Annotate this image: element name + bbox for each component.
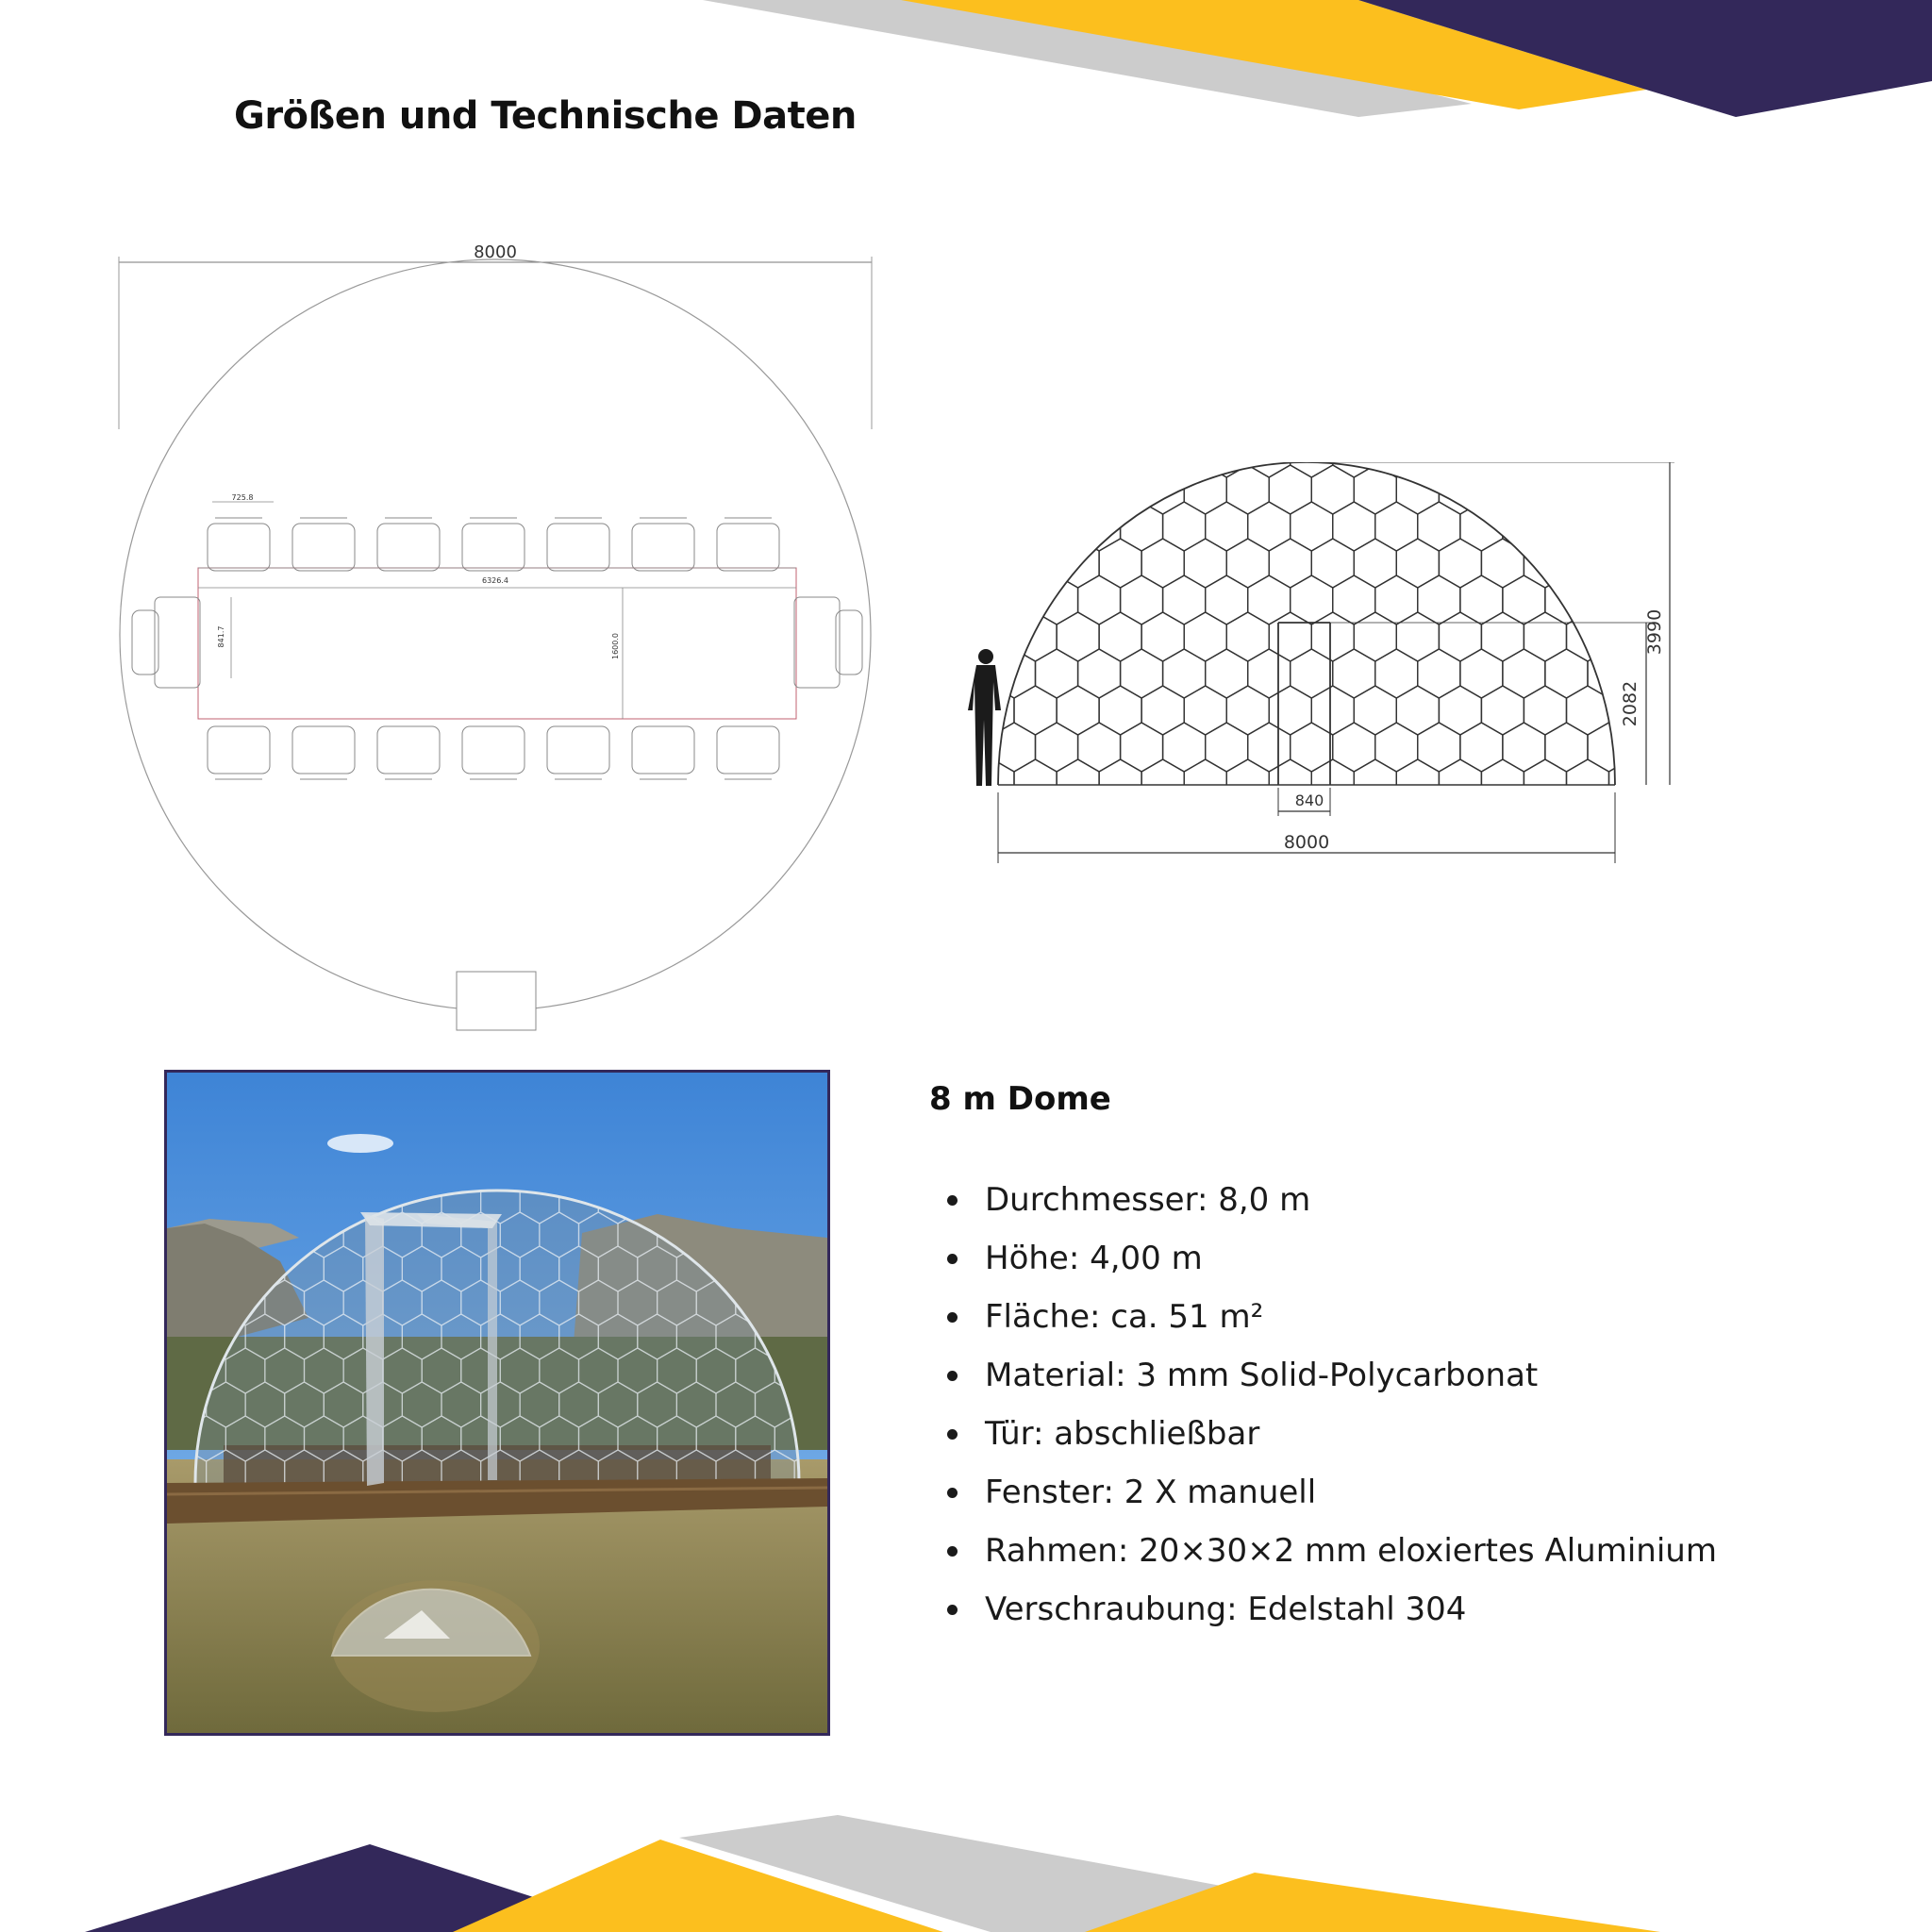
hex-panel <box>1652 465 1694 514</box>
hex-panel <box>1354 686 1396 735</box>
hex-panel <box>1375 462 1418 477</box>
hex-panel <box>953 759 972 808</box>
hex-panel <box>1567 539 1609 588</box>
hex-panel <box>1141 465 1184 514</box>
hex-panel <box>1163 502 1206 551</box>
chair <box>547 524 609 571</box>
hex-panel <box>1014 465 1057 514</box>
hex-panel <box>1694 612 1707 661</box>
hex-panel <box>1481 686 1524 735</box>
hex-panel <box>1375 649 1418 698</box>
hex-panel <box>1418 723 1460 772</box>
hex-panel <box>1588 462 1630 477</box>
hex-panel <box>1354 539 1396 588</box>
hex-panel <box>1652 539 1694 588</box>
hex-panel <box>1503 723 1545 772</box>
hex-panel <box>1354 759 1396 808</box>
hex-panel <box>993 575 1036 625</box>
hex-panel <box>1291 575 1333 625</box>
hex-panel <box>1311 612 1354 661</box>
hex-panel <box>1291 649 1333 698</box>
dome-photo <box>164 1070 830 1736</box>
hex-panel <box>1057 686 1099 735</box>
hex-panel <box>1396 759 1439 808</box>
chair <box>208 524 270 571</box>
spec-item: Tür: abschließbar <box>929 1413 1717 1472</box>
hex-panel <box>1014 539 1057 588</box>
hex-panel <box>1248 649 1291 698</box>
hex-panel <box>1226 686 1269 735</box>
hex-panel <box>953 575 993 625</box>
chair-width-label: 725.8 <box>231 493 254 502</box>
hex-panel <box>1036 462 1078 477</box>
hex-panel <box>1524 686 1566 735</box>
hex-panel <box>1588 502 1630 551</box>
hex-panel <box>1057 539 1099 588</box>
hex-panel <box>1248 502 1291 551</box>
hex-panel <box>1481 759 1524 808</box>
hex-panel <box>1354 465 1396 514</box>
hex-panel <box>972 612 1014 661</box>
hex-panel <box>953 539 972 588</box>
chair-left-end <box>132 597 200 688</box>
hex-panel <box>1163 723 1206 772</box>
hex-panel <box>1439 539 1481 588</box>
chair <box>377 726 440 774</box>
hex-panel <box>1460 575 1503 625</box>
diameter-label: 8000 <box>474 242 517 262</box>
hex-panel <box>1014 686 1057 735</box>
hex-panel <box>1269 465 1311 514</box>
hex-panel <box>1609 539 1652 588</box>
spec-item: Fenster: 2 X manuell <box>929 1472 1717 1530</box>
hex-panel <box>1588 723 1630 772</box>
spec-item: Rahmen: 20×30×2 mm eloxiertes Aluminium <box>929 1530 1717 1589</box>
hex-panel <box>953 465 972 514</box>
hex-panel <box>1121 649 1163 698</box>
hex-panel <box>1694 759 1707 808</box>
hex-panel <box>1630 723 1673 772</box>
hex-panel <box>1396 539 1439 588</box>
hex-panel <box>1418 649 1460 698</box>
hex-panel <box>1184 686 1226 735</box>
spec-item: Höhe: 4,00 m <box>929 1238 1717 1296</box>
floor-plan-drawing <box>113 241 887 1033</box>
hex-panel <box>1248 575 1291 625</box>
hex-panel <box>953 612 972 661</box>
hex-panel <box>1099 539 1141 588</box>
hex-panel <box>1141 539 1184 588</box>
hex-panel <box>1121 502 1163 551</box>
chair-right-end <box>794 597 862 688</box>
hex-panel <box>1481 612 1524 661</box>
dome-photo-illustration <box>167 1073 827 1733</box>
chair <box>632 524 694 571</box>
hex-panel <box>1226 612 1269 661</box>
hex-panel <box>1524 612 1566 661</box>
hex-panel <box>1481 465 1524 514</box>
chair <box>717 726 779 774</box>
hex-panel <box>1439 465 1481 514</box>
hex-panel <box>1269 539 1311 588</box>
hex-panel <box>1057 465 1099 514</box>
hex-panel <box>1206 649 1248 698</box>
hex-panel <box>1099 759 1141 808</box>
hex-panel <box>1206 502 1248 551</box>
chair-row-top <box>208 518 779 571</box>
table-depth-label: 1600.0 <box>611 633 620 659</box>
hex-panel <box>1099 612 1141 661</box>
hex-panel <box>1291 723 1333 772</box>
hex-panel <box>1545 502 1588 551</box>
hex-panel <box>1503 502 1545 551</box>
hex-panel <box>1439 686 1481 735</box>
hex-panel <box>1545 575 1588 625</box>
chair <box>547 726 609 774</box>
hex-panel <box>1630 502 1673 551</box>
chair <box>717 524 779 571</box>
table-length-label: 6326.4 <box>482 576 508 585</box>
hex-panel <box>1503 575 1545 625</box>
hex-panel <box>1567 465 1609 514</box>
chair <box>632 726 694 774</box>
hex-panel <box>1673 723 1707 772</box>
hex-panel <box>1184 612 1226 661</box>
person-silhouette <box>968 649 1001 786</box>
hex-panel <box>1099 465 1141 514</box>
hex-panel <box>1141 686 1184 735</box>
hex-panel <box>1036 649 1078 698</box>
hex-panel <box>1226 539 1269 588</box>
hex-panel <box>1078 575 1121 625</box>
hex-panel <box>1545 649 1588 698</box>
hex-panel <box>1375 502 1418 551</box>
hex-panel <box>1121 575 1163 625</box>
hex-panel <box>1206 723 1248 772</box>
hex-panel <box>1036 502 1078 551</box>
hex-panel <box>1673 575 1707 625</box>
hex-panel <box>1269 612 1311 661</box>
hex-panel <box>1269 686 1311 735</box>
hex-panel <box>1694 686 1707 735</box>
elevation-width-label: 8000 <box>1283 832 1330 853</box>
hex-panel <box>1078 502 1121 551</box>
hex-panel <box>1078 649 1121 698</box>
hex-panel <box>1439 612 1481 661</box>
hex-panel <box>1673 462 1707 477</box>
hex-panel <box>1057 612 1099 661</box>
hex-panel <box>1014 759 1057 808</box>
chair <box>208 726 270 774</box>
hex-panel <box>1333 502 1375 551</box>
door-height-label: 2082 <box>1620 680 1641 727</box>
hex-panel <box>1481 539 1524 588</box>
hex-panel <box>1163 575 1206 625</box>
hex-panel <box>1248 723 1291 772</box>
chair <box>462 524 525 571</box>
hex-panel <box>1333 575 1375 625</box>
hex-panel <box>1545 723 1588 772</box>
hex-panel <box>1163 649 1206 698</box>
hex-panel <box>1121 723 1163 772</box>
hex-panel <box>1567 759 1609 808</box>
hex-panel <box>1418 462 1460 477</box>
hex-panel <box>1588 575 1630 625</box>
hex-panel <box>1184 539 1226 588</box>
door-width-label: 840 <box>1294 791 1324 809</box>
hex-panel <box>953 502 993 551</box>
hex-panel <box>1333 723 1375 772</box>
hex-panel <box>1163 462 1206 477</box>
hex-panel <box>1078 723 1121 772</box>
hex-panel <box>1099 686 1141 735</box>
hex-panel <box>972 539 1014 588</box>
hex-panel <box>1524 465 1566 514</box>
hex-panel <box>1652 759 1694 808</box>
hex-panel <box>1057 759 1099 808</box>
chair <box>292 524 355 571</box>
hex-panel <box>1418 575 1460 625</box>
chair-row-bottom <box>208 726 779 779</box>
hex-panel <box>1036 575 1078 625</box>
hex-panel <box>1226 465 1269 514</box>
hex-panel <box>1418 502 1460 551</box>
hex-panel <box>1121 462 1163 477</box>
hex-panel <box>1014 612 1057 661</box>
hex-panel <box>1673 649 1707 698</box>
product-title: 8 m Dome <box>929 1080 1111 1118</box>
hex-panel <box>1652 686 1694 735</box>
hex-panel <box>1694 465 1707 514</box>
hex-panel <box>993 462 1036 477</box>
chair <box>462 726 525 774</box>
hex-panel <box>1545 462 1588 477</box>
hex-panel <box>993 649 1036 698</box>
hex-panel <box>1694 539 1707 588</box>
hex-panel <box>1226 759 1269 808</box>
hex-panel <box>1291 502 1333 551</box>
hex-panel <box>1503 462 1545 477</box>
hex-panel <box>1184 465 1226 514</box>
hex-panel <box>1184 759 1226 808</box>
hex-panel <box>1460 462 1503 477</box>
spec-item: Durchmesser: 8,0 m <box>929 1179 1717 1238</box>
hex-panel <box>1460 649 1503 698</box>
hex-panel <box>1291 462 1333 477</box>
spec-item: Fläche: ca. 51 m² <box>929 1296 1717 1355</box>
hex-panel <box>1311 686 1354 735</box>
hex-panel <box>1673 502 1707 551</box>
hex-panel <box>993 502 1036 551</box>
hex-panel <box>1141 612 1184 661</box>
hex-panel <box>1311 465 1354 514</box>
page-title: Größen und Technische Daten <box>234 94 857 138</box>
height-label: 3990 <box>1644 608 1665 656</box>
hex-panel <box>1609 465 1652 514</box>
hex-panel <box>1354 612 1396 661</box>
hex-panel <box>1375 723 1418 772</box>
hex-panel <box>1311 539 1354 588</box>
chair <box>377 524 440 571</box>
hex-panel <box>1524 759 1566 808</box>
spec-item: Verschraubung: Edelstahl 304 <box>929 1589 1717 1647</box>
spec-item: Material: 3 mm Solid-Polycarbonat <box>929 1355 1717 1413</box>
hex-panel <box>1460 723 1503 772</box>
hex-panel <box>1333 649 1375 698</box>
hex-panel <box>1078 462 1121 477</box>
hex-panel <box>1396 686 1439 735</box>
hex-panel <box>1630 462 1673 477</box>
hex-panel <box>1396 612 1439 661</box>
elevation-drawing <box>953 462 1707 877</box>
hex-panel <box>1206 575 1248 625</box>
chair <box>292 726 355 774</box>
hex-panel <box>972 465 1014 514</box>
hex-panel <box>1439 759 1481 808</box>
hex-panel <box>1375 575 1418 625</box>
hex-panel <box>1503 649 1545 698</box>
side-label: 841.7 <box>217 625 225 648</box>
hex-panel <box>1141 759 1184 808</box>
hex-panel <box>1036 723 1078 772</box>
spec-list <box>929 1179 1717 1647</box>
hex-panel <box>953 462 993 477</box>
